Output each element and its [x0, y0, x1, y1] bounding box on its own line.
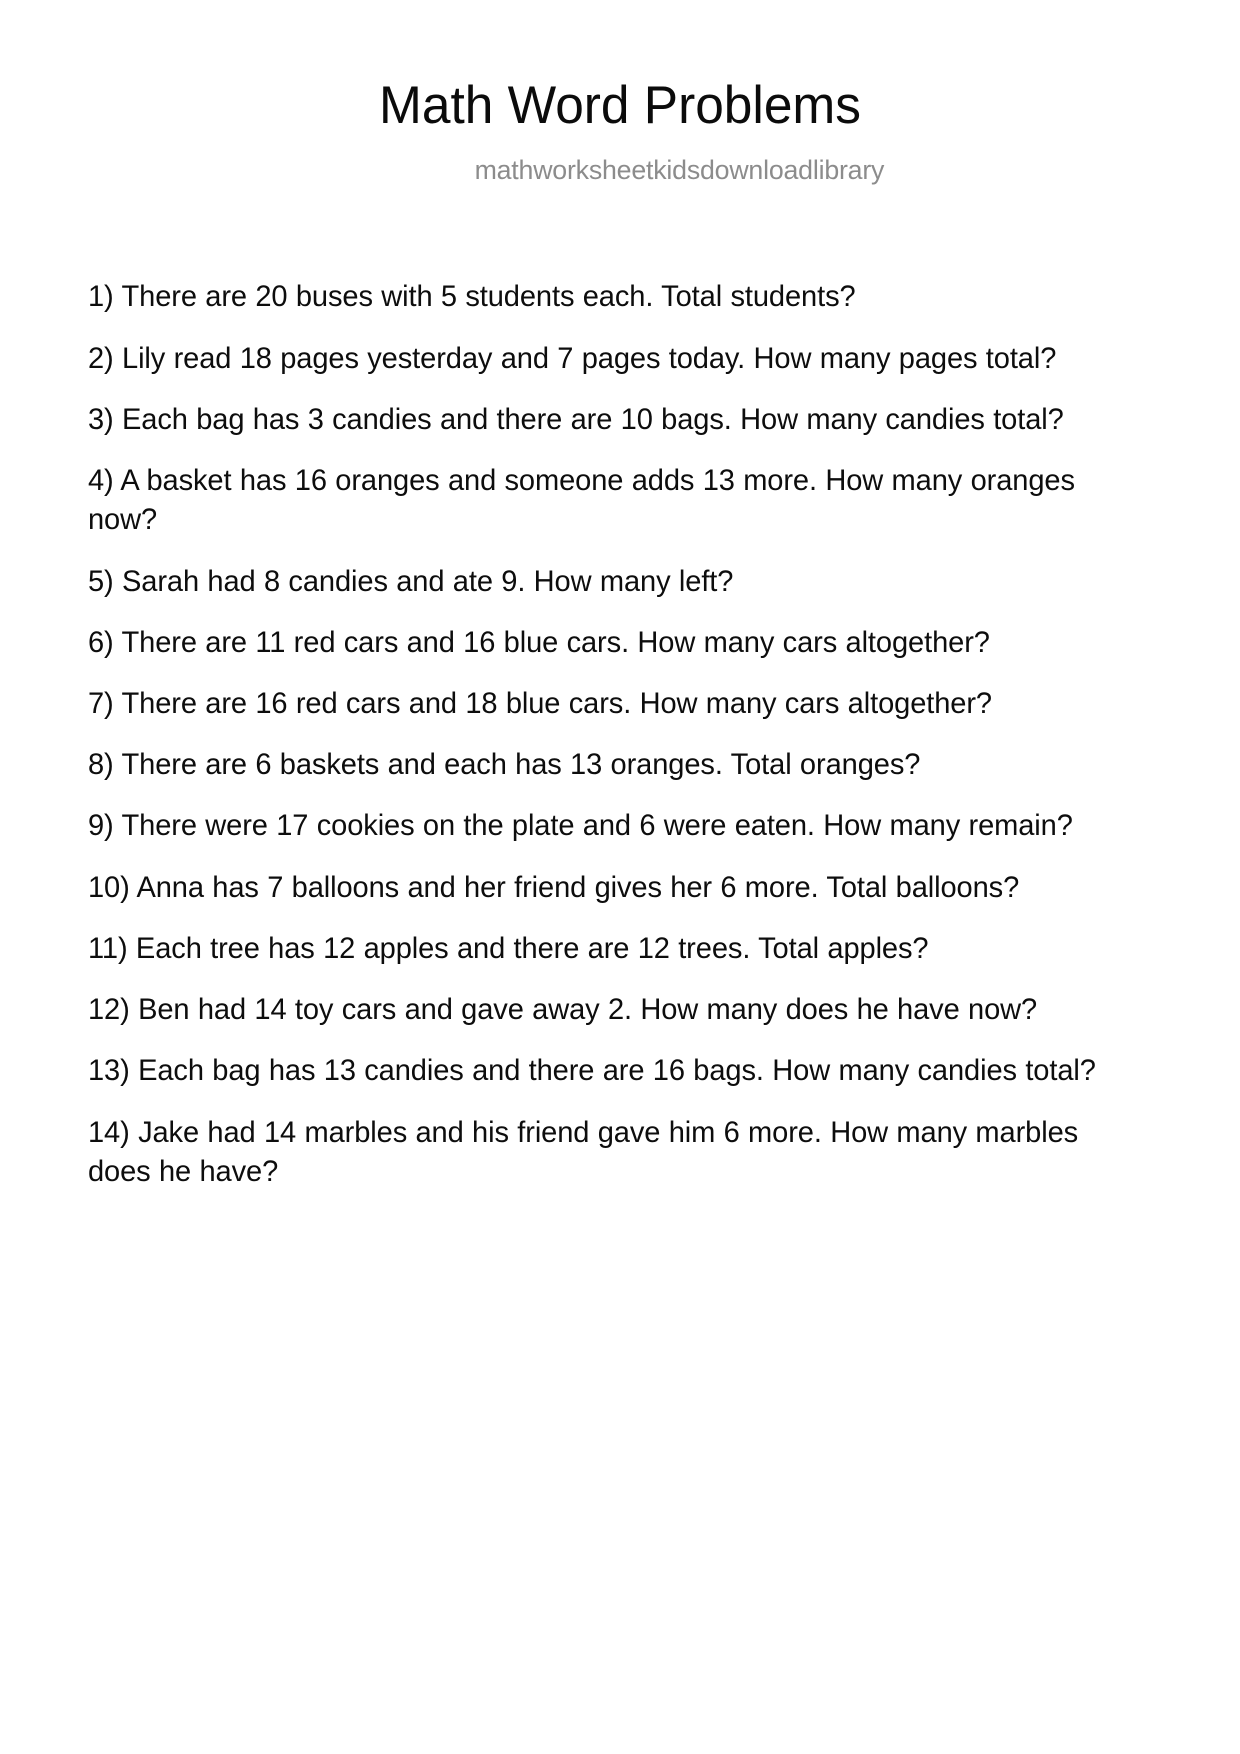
list-item: 5) Sarah had 8 candies and ate 9. How many left?	[88, 564, 734, 598]
list-item: 10) Anna has 7 balloons and her friend gives her 6 more. Total balloons?	[88, 870, 1020, 904]
list-item: 3) Each bag has 3 candies and there are 10 bags. How many candies total?	[88, 402, 1064, 436]
list-item: 6) There are 11 red cars and 16 blue cars. How many cars altogether?	[88, 625, 990, 659]
list-item: 7) There are 16 red cars and 18 blue cars. How many cars altogether?	[88, 686, 992, 720]
list-item: 2) Lily read 18 pages yesterday and 7 pages today. How many pages total?	[88, 341, 1057, 375]
list-item: 9) There were 17 cookies on the plate and 6 were eaten. How many remain?	[88, 809, 1073, 843]
list-item: 8) There are 6 baskets and each has 13 oranges. Total oranges?	[88, 748, 921, 782]
list-item: 12) Ben had 14 toy cars and gave away 2. How many does he have now?	[88, 993, 1038, 1027]
list-item: 1) There are 20 buses with 5 students each. Total students?	[88, 280, 856, 314]
list-item: 13) Each bag has 13 candies and there are 16 bags. How many candies total?	[88, 1054, 1096, 1088]
list-item: 14) Jake had 14 marbles and his friend gave him 6 more. How many marbles does he have?	[88, 1115, 1079, 1188]
document-header	[0, 0, 1240, 185]
list-item: 11) Each tree has 12 apples and there are 12 trees. Total apples?	[88, 931, 929, 965]
page-title: Math Word Problems	[379, 76, 861, 135]
document-subtitle: mathworksheetkidsdownloadlibrary	[474, 154, 885, 185]
list-item: 4) A basket has 16 oranges and someone adds 13 more. How many oranges now?	[88, 464, 1075, 537]
problem-list	[0, 277, 1240, 1191]
